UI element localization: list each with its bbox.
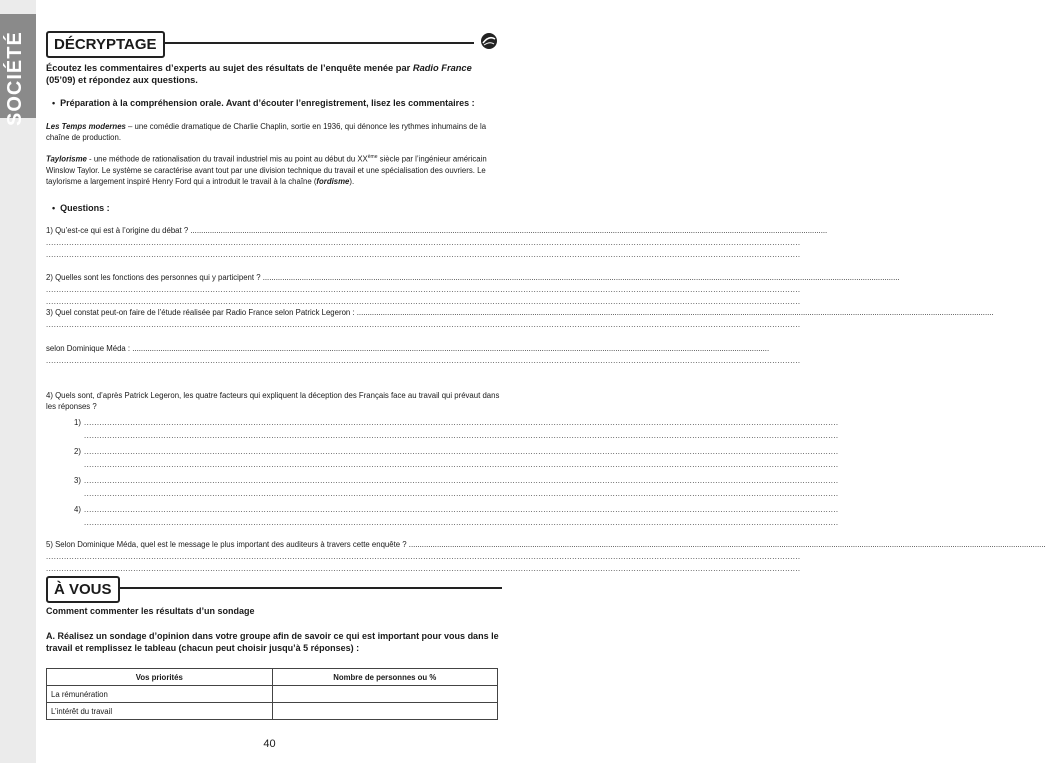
- table-row: [47, 703, 498, 720]
- question-5: [46, 539, 1046, 550]
- q4-answer-line[interactable]: ......................................................................................................................................................................................................................................................................................................: [84, 505, 839, 514]
- count-cell[interactable]: [272, 703, 498, 720]
- avous-title: À VOUS: [46, 576, 120, 603]
- question-2: [46, 272, 900, 283]
- answer-dots[interactable]: ......................................................................................................................................................................................................................................................................................................: [132, 344, 770, 353]
- term2-end: ).: [349, 176, 355, 186]
- header-rule: [106, 587, 502, 589]
- term1-title: Les Temps modernes: [46, 122, 126, 131]
- priority-cell: L’intérêt du travail: [47, 703, 273, 720]
- task-a: A. Réalisez un sondage d’opinion dans votre groupe afin de savoir ce qui est important pour vous dans le travail et remplissez le tableau (chacun peut choisir jusqu’à 5 réponses) :: [46, 631, 499, 653]
- q4-answer-line[interactable]: ......................................................................................................................................................................................................................................................................................................: [84, 447, 839, 456]
- answer-dots[interactable]: ......................................................................................................................................................................................................................................................................................................: [190, 226, 828, 235]
- section-tab: [0, 14, 36, 126]
- prep-bullet: • Préparation à la compréhension orale. Avant d’écouter l’enregistrement, lisez les commentaires :: [52, 98, 475, 108]
- question-4: 4) Quels sont, d’après Patrick Legeron, les quatre facteurs qui expliquent la déception des Français face au travail qui prévaut dans les réponses ?: [46, 391, 500, 411]
- header-count: Nombre de personnes ou %: [272, 669, 498, 686]
- avous-subtitle: Comment commenter les résultats d’un sondage: [46, 606, 255, 616]
- q4-answer-line[interactable]: ......................................................................................................................................................................................................................................................................................................: [84, 418, 839, 427]
- term-taylorisme: [46, 152, 502, 187]
- term2-title: Taylorisme: [46, 154, 87, 164]
- q4-answer-line[interactable]: ......................................................................................................................................................................................................................................................................................................: [84, 460, 839, 469]
- answer-dots[interactable]: ......................................................................................................................................................................................................................................................................................................: [262, 273, 900, 282]
- decryptage-title: DÉCRYPTAGE: [46, 31, 165, 58]
- count-cell[interactable]: [272, 686, 498, 703]
- page-number: 40: [263, 738, 276, 750]
- globe-logo-icon: [480, 32, 498, 50]
- questions-bullet-text: Questions :: [60, 203, 110, 213]
- q4-item-label: 1): [74, 418, 81, 427]
- listening-instruction: [46, 62, 502, 86]
- question-3b: [46, 343, 770, 354]
- priority-cell: La rémunération: [47, 686, 273, 703]
- q4-item-label: 2): [74, 447, 81, 456]
- answer-line[interactable]: ......................................................................................................................................................................................................................................................................................................: [46, 552, 801, 561]
- avous-header: [46, 576, 502, 602]
- survey-table: [46, 668, 498, 720]
- question-3: [46, 307, 994, 318]
- term2-bold: fordisme: [316, 176, 350, 186]
- term2-text: - une méthode de rationalisation du travail industriel mis au point au début du XX: [86, 154, 368, 164]
- answer-line[interactable]: ......................................................................................................................................................................................................................................................................................................: [46, 356, 801, 365]
- question-1-text: 1) Qu’est-ce qui est à l’origine du débat ?: [46, 226, 189, 235]
- q4-answer-line[interactable]: ......................................................................................................................................................................................................................................................................................................: [84, 518, 839, 527]
- table-header-row: [47, 669, 498, 686]
- source-name: Radio France: [412, 63, 472, 73]
- question-2-text: 2) Quelles sont les fonctions des personnes qui y participent ?: [46, 273, 261, 282]
- header-rule: [134, 42, 474, 44]
- table-row: [47, 686, 498, 703]
- prep-bullet-text: Préparation à la compréhension orale. Avant d’écouter l’enregistrement, lisez les commentaires :: [60, 98, 475, 108]
- q4-answer-line[interactable]: ......................................................................................................................................................................................................................................................................................................: [84, 489, 839, 498]
- answer-line[interactable]: ......................................................................................................................................................................................................................................................................................................: [46, 285, 801, 294]
- term2-text-cont: siècle par l’ingénieur américain Winslow Taylor. Le système se caractérise avant tout par une division technique du travail et une spécialisation des ouvriers. Le taylorisme a largement inspiré Henry Ford qui a introduit le travail à la chaîne (: [46, 154, 487, 186]
- answer-line[interactable]: ......................................................................................................................................................................................................................................................................................................: [46, 250, 801, 259]
- term1-text: – une comédie dramatique de Charlie Chaplin, sortie en 1936, qui dénonce les rythmes inhumains de la chaîne de production.: [46, 122, 487, 142]
- q4-answer-line[interactable]: ......................................................................................................................................................................................................................................................................................................: [84, 476, 839, 485]
- answer-line[interactable]: ......................................................................................................................................................................................................................................................................................................: [46, 320, 801, 329]
- answer-dots[interactable]: ......................................................................................................................................................................................................................................................................................................: [408, 540, 1046, 549]
- questions-bullet: • Questions :: [52, 203, 110, 213]
- question-3-text: 3) Quel constat peut-on faire de l’étude réalisée par Radio France selon Patrick Legeron :: [46, 308, 355, 317]
- instruction-text: Écoutez les commentaires d’experts au sujet des résultats de l’enquête menée par: [46, 63, 413, 73]
- term2-sup: ème: [367, 154, 378, 160]
- q4-answer-line[interactable]: ......................................................................................................................................................................................................................................................................................................: [84, 431, 839, 440]
- answer-line[interactable]: ......................................................................................................................................................................................................................................................................................................: [46, 238, 801, 247]
- instruction-text-end: (05’09) et répondez aux questions.: [46, 75, 198, 85]
- answer-dots[interactable]: ......................................................................................................................................................................................................................................................................................................: [356, 308, 994, 317]
- section-label: SOCIÉTÉ: [4, 31, 26, 126]
- question-5-text: 5) Selon Dominique Méda, quel est le message le plus important des auditeurs à travers cette enquête ?: [46, 540, 407, 549]
- question-3b-text: selon Dominique Méda :: [46, 344, 131, 353]
- answer-line[interactable]: ......................................................................................................................................................................................................................................................................................................: [46, 564, 801, 573]
- decryptage-header: [46, 31, 502, 57]
- q4-item-label: 3): [74, 476, 81, 485]
- header-priorities: Vos priorités: [47, 669, 273, 686]
- q4-item-label: 4): [74, 505, 81, 514]
- term-temps-modernes: [46, 121, 502, 143]
- question-1: [46, 225, 828, 236]
- answer-line[interactable]: ......................................................................................................................................................................................................................................................................................................: [46, 297, 801, 306]
